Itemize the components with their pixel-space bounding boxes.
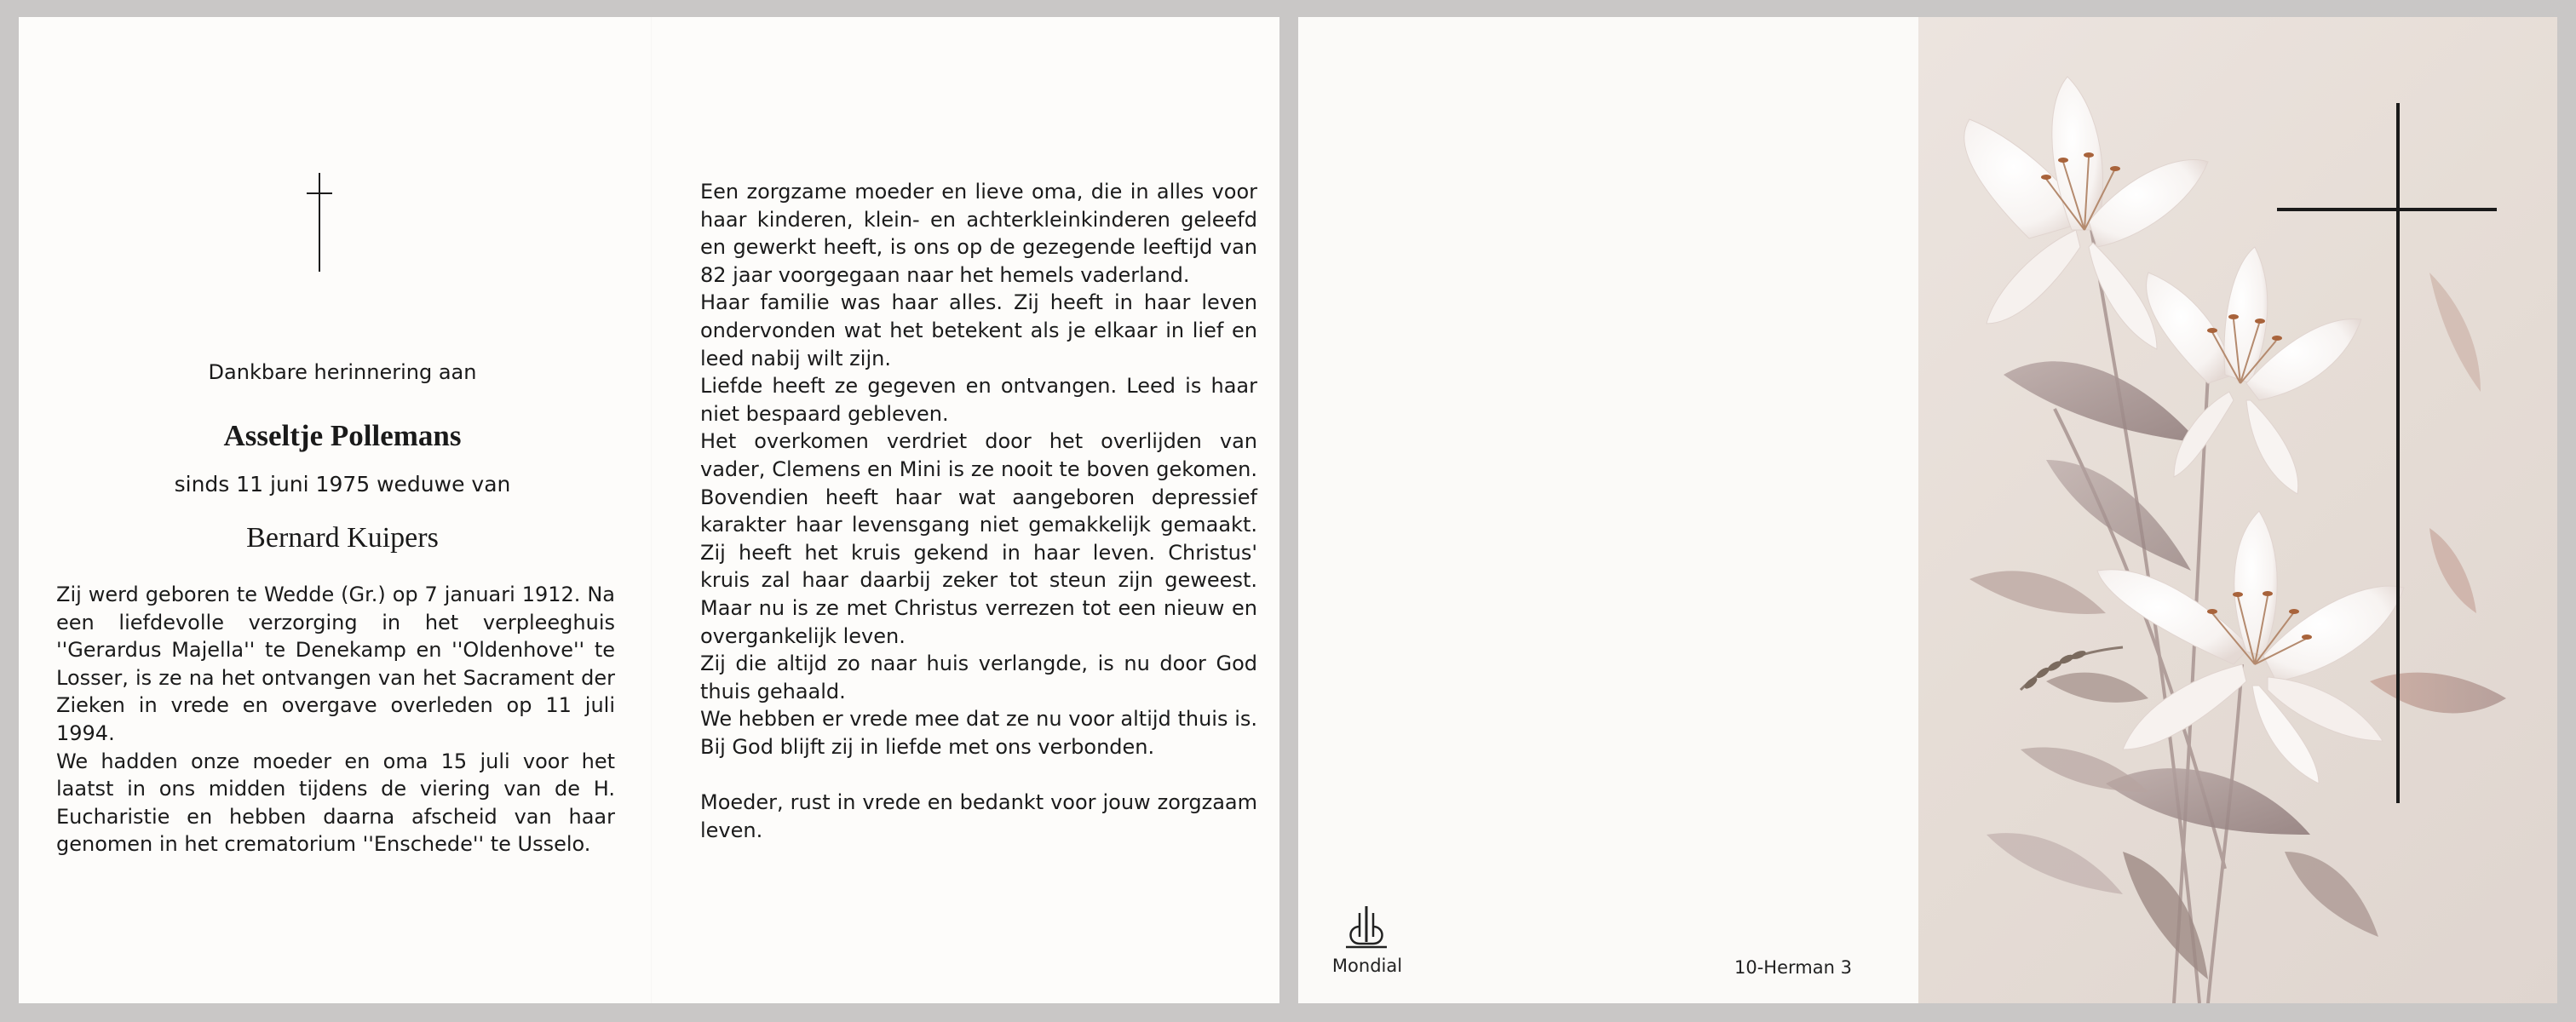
left-card-sheet xyxy=(19,17,1279,1003)
lily-illustration xyxy=(1918,17,2557,1003)
memorial-paragraph: Een zorgzame moeder en lieve oma, die in alles voor haar kinderen, klein- en achterkleinkinderen geleefd en gewerkt heeft, is ons op de gezegende leeftijd van 82 jaar voorgegaan naar het hemels vaderland. xyxy=(700,180,1257,287)
biography-text xyxy=(56,581,615,858)
memorial-paragraph: Liefde heeft ze gegeven en ontvangen. Leed is haar niet bespaard gebleven. xyxy=(700,374,1257,426)
closing-text: Moeder, rust in vrede en bedankt voor jouw zorgzaam leven. xyxy=(700,790,1257,842)
memorial-paragraph: We hebben er vrede mee dat ze nu voor altijd thuis is. Bij God blijft zij in liefde met ons verbonden. xyxy=(700,707,1257,759)
intro-text: Dankbare herinnering aan xyxy=(208,360,477,384)
memorial-paragraph: Haar familie was haar alles. Zij heeft in haar leven ondervonden wat het betekent als je elkaar in lief en leed nabij wilt zijn. xyxy=(700,290,1257,370)
deceased-name: Asseltje Pollemans xyxy=(223,419,462,452)
cross-icon xyxy=(307,173,332,272)
memorial-text xyxy=(700,178,1257,844)
mondial-logo-icon xyxy=(1341,903,1392,952)
lily-flower-icon xyxy=(2147,247,2361,494)
publisher-mark xyxy=(1329,903,1406,976)
memorial-paragraph: Zij die altijd zo naar huis verlangde, is nu door God thuis gehaald. xyxy=(700,652,1257,703)
card-code: 10-Herman 3 xyxy=(1734,957,1852,978)
widow-line: sinds 11 juni 1975 weduwe van xyxy=(174,472,511,497)
publisher-name: Mondial xyxy=(1331,956,1403,976)
biography-paragraph: We hadden onze moeder en oma 15 juli voor het laatst in ons midden tijdens de viering van de H. Eucharistie en hebben daarna afscheid van haar genomen in het crematorium ''Enschede'' te Usselo. xyxy=(56,749,615,857)
lily-artwork xyxy=(1918,17,2557,1003)
biography-paragraph: Zij werd geboren te Wedde (Gr.) op 7 januari 1912. Na een liefdevolle verzorging in het verpleeghuis ''Gerardus Majella'' te Denekamp en ''Oldenhove'' te Losser, is ze na het ontvangen van het Sacrament der Zieken in vrede en overgave overleden op 11 juli 1994. xyxy=(56,583,615,745)
husband-name: Bernard Kuipers xyxy=(246,522,439,554)
fold-line xyxy=(651,17,652,1003)
right-card-sheet xyxy=(1298,17,2557,1003)
memorial-paragraph: Het overkomen verdriet door het overlijden van vader, Clemens en Mini is ze nooit te boven gekomen. Bovendien heeft haar wat aangeboren depressief karakter haar levensgang niet gemakkelijk gemaakt. Zij heeft het kruis gekend in haar leven. Christus' kruis zal haar daarbij zeker tot steun zijn geweest. Maar nu is ze met Christus verrezen tot een nieuw en overgankelijk leven. xyxy=(700,429,1257,648)
